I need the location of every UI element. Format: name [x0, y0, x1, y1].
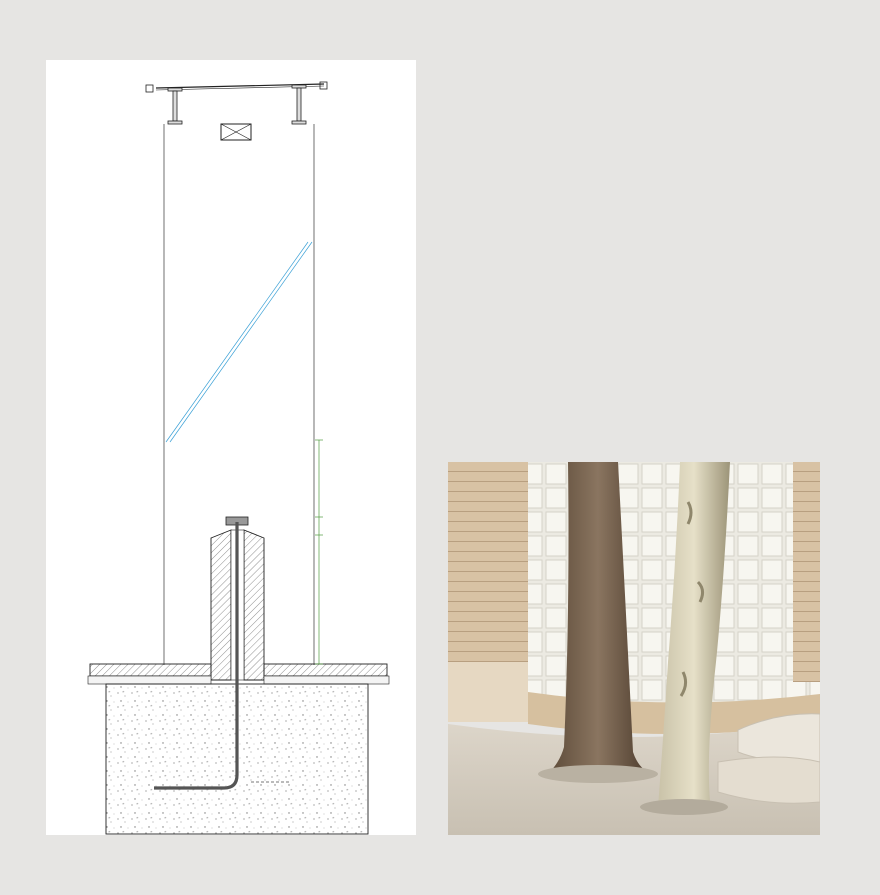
dimension-line [315, 440, 323, 664]
box-profile-left [146, 85, 153, 92]
section-drawing-panel [46, 60, 416, 835]
ipe-profile-left [168, 88, 182, 124]
wall-section-drawing [46, 60, 416, 835]
text-column [446, 64, 820, 78]
courtyard-photo [448, 462, 820, 835]
photo-illustration [448, 462, 820, 835]
reflection-lines [166, 242, 312, 442]
ipe-profile-right [292, 85, 306, 124]
box-profile-right [320, 82, 327, 89]
